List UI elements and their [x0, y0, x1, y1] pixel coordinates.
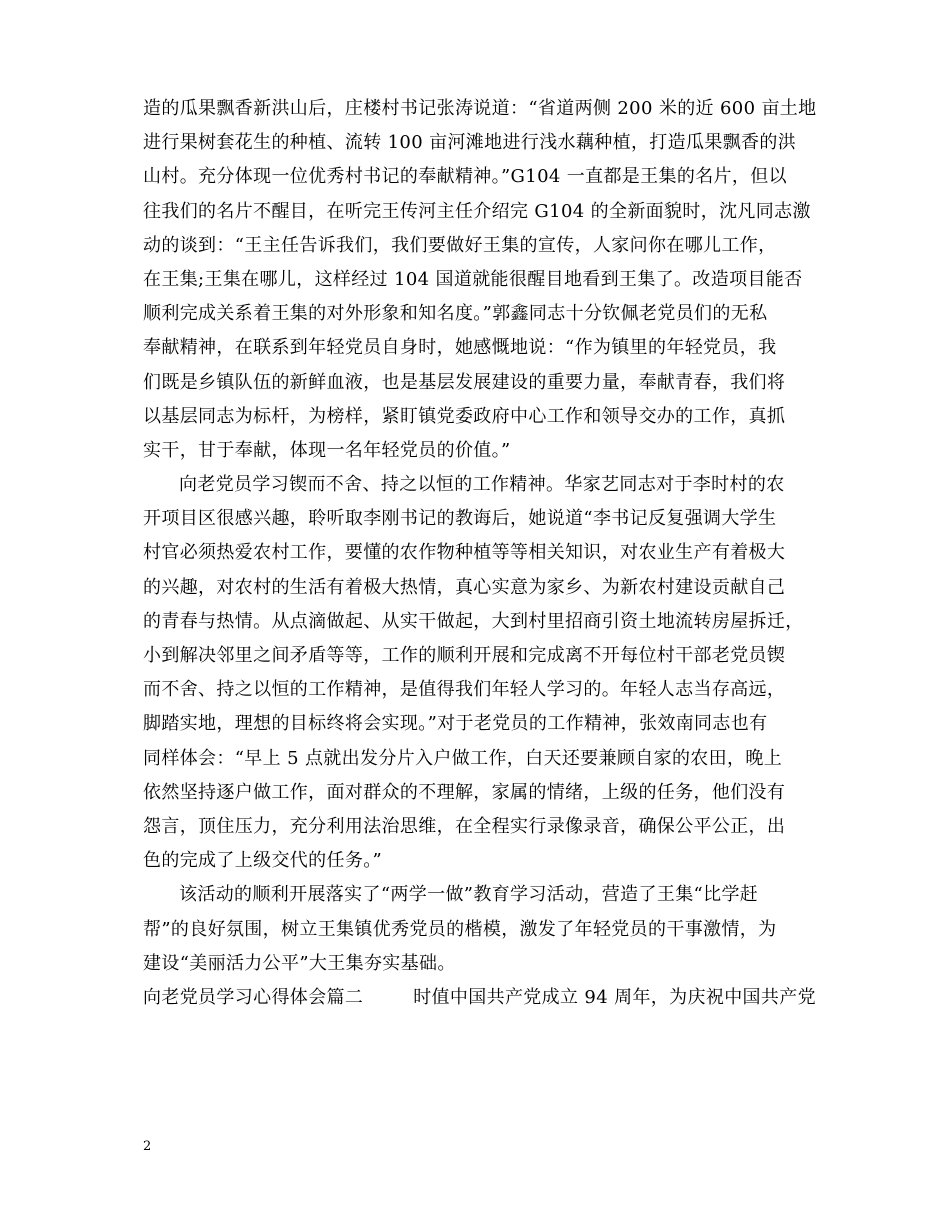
text-line: 小到解决邻里之间矛盾等等，工作的顺利开展和完成离不开每位村干部老党员锲: [143, 645, 786, 666]
text-line: 以基层同志为标杆，为榜样，紧盯镇党委政府中心工作和领导交办的工作，真抓: [143, 405, 786, 427]
text-line: 顺利完成关系着王集的对外形象和知名度。”郭鑫同志十分钦佩老党员们的无私: [143, 303, 768, 325]
text-line: 同样体会：“早上 5 点就出发分片入户做工作，白天还要兼顾自家的农田，晚上: [143, 747, 783, 769]
text-line: 们既是乡镇队伍的新鲜血液，也是基层发展建设的重要力量，奉献青春，我们将: [143, 371, 786, 393]
text-line: 建设“美丽活力公平”大王集夯实基础。: [143, 952, 456, 974]
text-line: 奉献精神，在联系到年轻党员自身时，她感慨地说：“作为镇里的年轻党员，我: [143, 337, 777, 359]
paragraph-3: [143, 878, 813, 981]
section-heading-line: [143, 981, 816, 1015]
text-line: 实干，甘于奉献，体现一名年轻党员的价值。”: [143, 439, 511, 461]
text-line: 脚踏实地，理想的目标终将会实现。”对于老党员的工作精神，张效南同志也有: [143, 713, 768, 735]
text-line: 在王集;王集在哪儿，这样经过 104 国道就能很醒目地看到王集了。改造项目能否: [143, 268, 803, 290]
text-line: 色的完成了上级交代的任务。”: [143, 850, 383, 872]
text-line: 山村。充分体现一位优秀村书记的奉献精神。”G104 一直都是王集的名片，但以: [143, 166, 787, 188]
section-first-line: 时值中国共产党成立 94 周年，为庆祝中国共产党: [413, 986, 816, 1008]
text-line: 该活动的顺利开展落实了“两学一做”教育学习活动，营造了王集“比学赶: [179, 884, 759, 906]
section-heading: 向老党员学习心得体会篇二: [143, 986, 364, 1008]
text-line: 的青春与热情。从点滴做起、从实干做起，大到村里招商引资土地流转房屋拆迁，: [143, 610, 804, 632]
text-line: 向老党员学习锲而不舍、持之以恒的工作精神。华家艺同志对于李时村的农: [179, 474, 785, 496]
text-line: 动的谈到：“王主任告诉我们，我们要做好王集的宣传，人家问你在哪儿工作，: [143, 234, 777, 256]
paragraph-2: [143, 468, 813, 878]
text-line: 帮”的良好氛围，树立王集镇优秀党员的楷模，激发了年轻党员的干事激情，为: [143, 918, 777, 940]
paragraph-1: [143, 92, 817, 468]
page-number: 2: [143, 1139, 152, 1154]
text-line: 的兴趣，对农村的生活有着极大热情，真心实意为家乡、为新农村建设贡献自己: [143, 576, 786, 598]
text-line: 开项目区很感兴趣，聆听取李刚书记的教诲后，她说道“李书记反复强调大学生: [143, 508, 777, 530]
document-body: [143, 92, 817, 1015]
text-line: 而不舍、持之以恒的工作精神，是值得我们年轻人学习的。年轻人志当存高远，: [143, 679, 786, 701]
text-line: 依然坚持逐户做工作，面对群众的不理解，家属的情绪，上级的任务，他们没有: [143, 781, 786, 803]
text-line: 造的瓜果飘香新洪山后，庄楼村书记张涛说道：“省道两侧 200 米的近 600 亩土地: [143, 98, 817, 119]
text-line: 怨言，顶住压力，充分利用法治思维，在全程实行录像录音，确保公平公正，出: [143, 815, 786, 837]
text-line: 进行果树套花生的种植、流转 100 亩河滩地进行浅水藕种植，打造瓜果飘香的洪: [143, 132, 797, 154]
text-line: 村官必须热爱农村工作，要懂的农作物种植等等相关知识，对农业生产有着极大: [143, 542, 786, 564]
text-line: 往我们的名片不醒目，在听完王传河主任介绍完 G104 的全新面貌时，沈凡同志激: [143, 200, 811, 222]
